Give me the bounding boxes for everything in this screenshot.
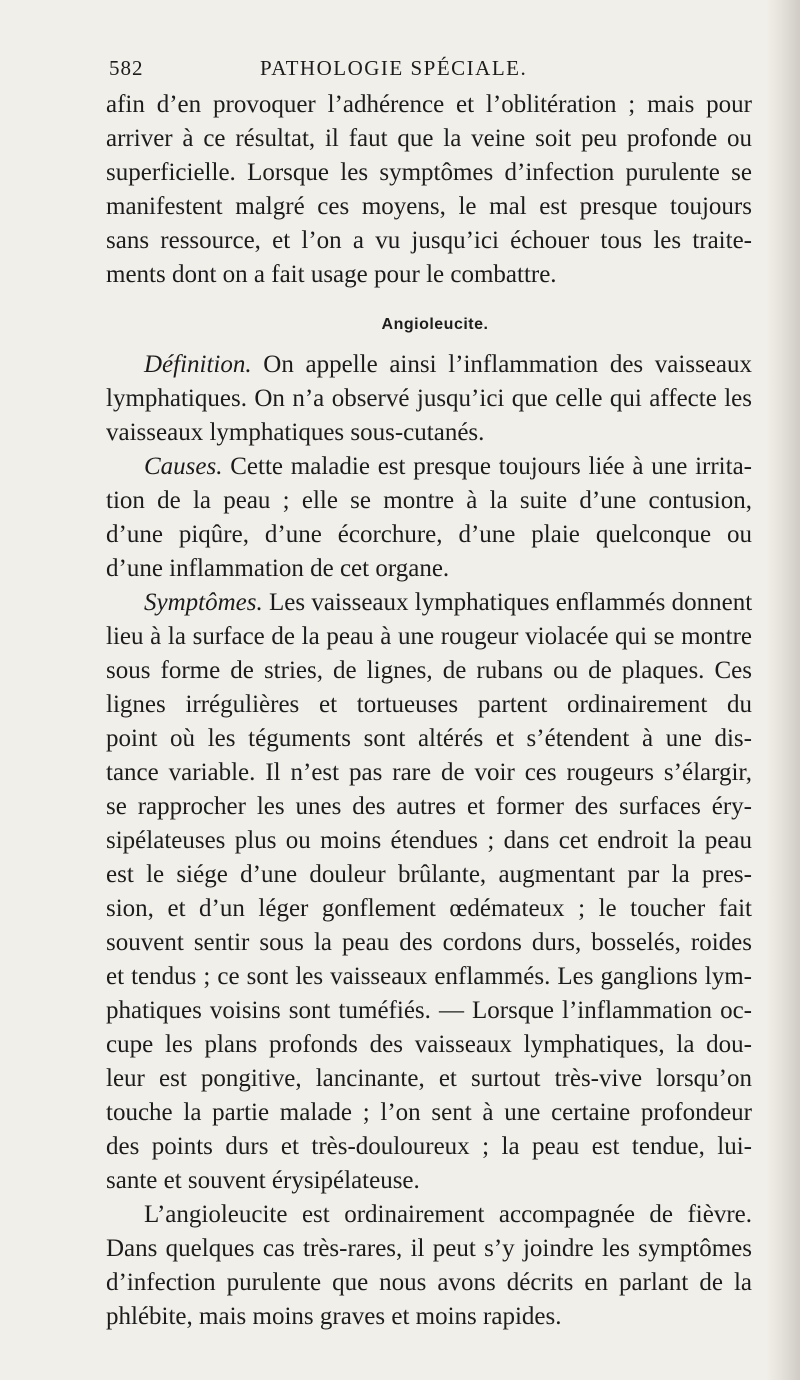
text-line: d’une piqûre, d’une écorchure, d’une plaie quelconque ou — [106, 521, 752, 548]
causes-text: Cette maladie est presque toujours liée à une irrita- — [222, 453, 752, 480]
text-line — [106, 586, 752, 620]
symptomes-text: Les vaisseaux lymphatiques enflammés donnent — [262, 589, 753, 616]
intro-paragraph — [106, 88, 752, 292]
text-line — [106, 450, 752, 484]
text-line: point où les téguments sont altérés et s’étendent à une dis- — [106, 725, 752, 752]
text-line: lieu à la surface de la peau à une rougeur violacée qui se montre — [106, 623, 752, 650]
text-line: des points durs et très-douloureux ; la peau est tendue, lui- — [106, 1133, 752, 1160]
causes-label: Causes. — [144, 453, 223, 480]
definition-paragraph — [106, 348, 752, 450]
text-line: se rapprocher les unes des autres et former des surfaces éry- — [106, 793, 752, 820]
closing-paragraph — [106, 1198, 752, 1334]
text-line: afin d’en provoquer l’adhérence et l’oblitération ; mais pour — [106, 91, 752, 118]
text-line: et tendus ; ce sont les vaisseaux enflammés. Les ganglions lym- — [106, 963, 752, 990]
text-line: vaisseaux lymphatiques sous-cutanés. — [106, 419, 485, 446]
text-line: sante et souvent érysipélateuse. — [106, 1167, 420, 1194]
definition-label: Définition. — [144, 351, 252, 378]
running-title: PATHOLOGIE SPÉCIALE. — [260, 56, 528, 80]
text-line: touche la partie malade ; l’on sent à une certaine profondeur — [106, 1099, 752, 1126]
page-number: 582 — [109, 56, 144, 80]
text-line: ments dont on a fait usage pour le combattre. — [106, 261, 557, 288]
section-heading: Angioleucite. — [381, 316, 489, 333]
text-line: sion, et d’un léger gonflement œdémateux ; le toucher fait — [106, 895, 752, 922]
text-line: Dans quelques cas très-rares, il peut s’y joindre les symptômes — [106, 1235, 752, 1262]
running-header — [106, 48, 752, 88]
text-line: arriver à ce résultat, il faut que la veine soit peu profonde ou — [106, 125, 752, 152]
text-line: phlébite, mais moins graves et moins rapides. — [106, 1303, 562, 1330]
text-line: phatiques voisins sont tuméfiés. — Lorsque l’inflammation oc- — [106, 997, 752, 1024]
text-line: d’une inflammation de cet organe. — [106, 555, 450, 582]
text-line: leur est pongitive, lancinante, et surtout très-vive lorsqu’on — [106, 1065, 752, 1092]
text-line: sipélateuses plus ou moins étendues ; dans cet endroit la peau — [106, 827, 752, 854]
text-line: souvent sentir sous la peau des cordons durs, bosselés, roides — [106, 929, 752, 956]
book-page — [106, 48, 752, 1334]
text-line: tion de la peau ; elle se montre à la suite d’une contusion, — [106, 487, 752, 514]
text-line — [106, 348, 752, 382]
text-line: manifestent malgré ces moyens, le mal est presque toujours — [106, 193, 752, 220]
causes-paragraph — [106, 450, 752, 586]
text-line: tance variable. Il n’est pas rare de voir ces rougeurs s’élargir, — [106, 759, 752, 786]
text-line: superficielle. Lorsque les symptômes d’infection purulente se — [106, 159, 752, 186]
text-line: est le siége d’une douleur brûlante, augmentant par la pres- — [106, 861, 752, 888]
page-edge-shadow — [766, 0, 800, 1380]
text-line: d’infection purulente que nous avons décrits en parlant de la — [106, 1269, 752, 1296]
text-line: sans ressource, et l’on a vu jusqu’ici échouer tous les traite- — [106, 227, 752, 254]
text-line: sous forme de stries, de lignes, de rubans ou de plaques. Ces — [106, 657, 752, 684]
text-line: lymphatiques. On n’a observé jusqu’ici que celle qui affecte les — [106, 385, 752, 412]
text-line: lignes irrégulières et tortueuses partent ordinairement du — [106, 691, 752, 718]
text-line: cupe les plans profonds des vaisseaux lymphatiques, la dou- — [106, 1031, 752, 1058]
symptomes-paragraph — [106, 586, 752, 1198]
text-line: L’angioleucite est ordinairement accompagnée de fièvre. — [144, 1201, 752, 1228]
symptomes-label: Symptômes. — [144, 589, 263, 616]
definition-text: On appelle ainsi l’inflammation des vaisseaux — [251, 351, 752, 378]
